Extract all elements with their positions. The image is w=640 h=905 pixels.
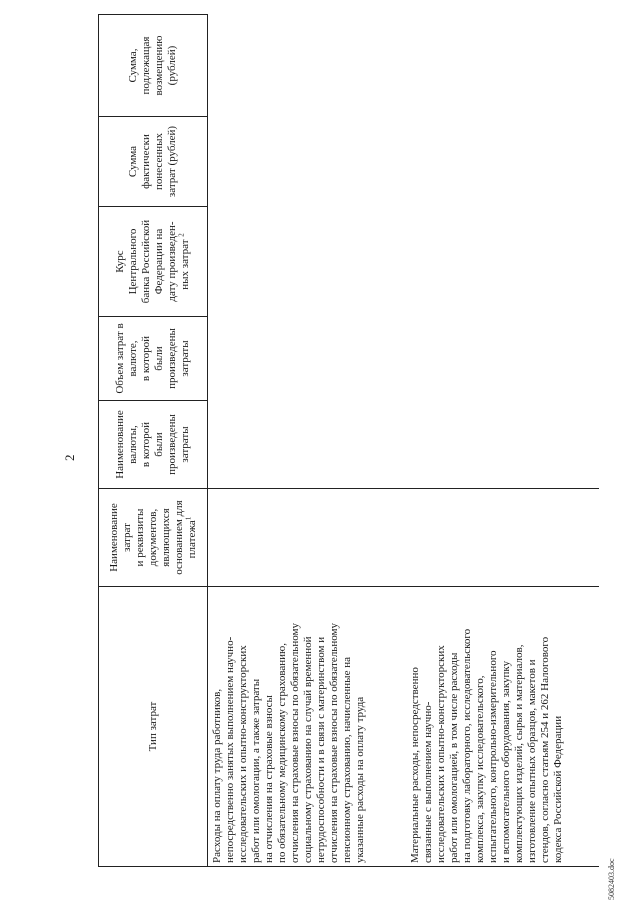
empty-cell	[208, 317, 402, 401]
empty-cell	[208, 489, 402, 587]
header-cost-type: Тип затрат	[99, 587, 208, 867]
empty-cell	[401, 489, 599, 587]
cost-type-labor: Расходы на оплату труда работников, непосредственно занятых выполнением научно- исследовательских и опытно-конструкторских работ или омологации, а также затраты на отчисления на страховые взносы по обязательному медицинскому страхованию, отчисления на страховые взносы по обязательному социальному страхованию на случай временной нетрудоспособности и в связи с материнством и отчисления на страховые взносы по обязательному пенсионному страхованию, начисленные на указанные расходы на оплату труда	[208, 587, 402, 867]
header-document: Наименование затрат и реквизиты документов, являющихся основанием для платежа$^1$	[99, 489, 208, 587]
table-row	[208, 15, 402, 867]
footnote-1-marker: 1	[183, 516, 192, 521]
header-volume: Объем затрат в валюте, в которой были произведены затраты	[99, 317, 208, 401]
empty-cell	[208, 117, 402, 207]
page-number: 2	[62, 454, 77, 461]
empty-cell	[208, 207, 402, 317]
empty-cell	[208, 15, 402, 117]
header-currency: Наименование валюты, в которой были произведены затраты	[99, 401, 208, 489]
header-refund-sum: Сумма, подлежащая возмещению (рублей)	[99, 15, 208, 117]
empty-cell	[401, 15, 599, 117]
table-row	[401, 15, 599, 867]
cost-table	[98, 14, 599, 867]
header-actual-sum: Сумма фактически понесенных затрат (рублей)	[99, 117, 208, 207]
header-exchange-rate: Курс Центрального банка Российской Федерации на дату произведен- ных затрат $^2$	[99, 207, 208, 317]
empty-cell	[401, 207, 599, 317]
footnote-2-marker: 2	[177, 233, 186, 237]
cost-type-materials: Материальные расходы, непосредственно связанные с выполнением научно- исследовательских и опытно-конструкторских работ или омологацией, в том числе расходы на подготовку лабораторного, исследовательского комплекса, закупку исследовательского, испытательного, контрольно-измерительного и вспомогательного оборудования, закупку комплектующих изделий, сырья и материалов, изготовление опытных образцов, макетов и стендов, согласно статьям 254 и 262 Налогового кодекса Российской Федерации	[401, 587, 599, 867]
empty-cell	[401, 117, 599, 207]
file-name-footer: 5082403.doc	[607, 858, 616, 900]
empty-cell	[401, 317, 599, 401]
empty-cell	[208, 401, 402, 489]
table-header-row	[99, 15, 208, 867]
empty-cell	[401, 401, 599, 489]
